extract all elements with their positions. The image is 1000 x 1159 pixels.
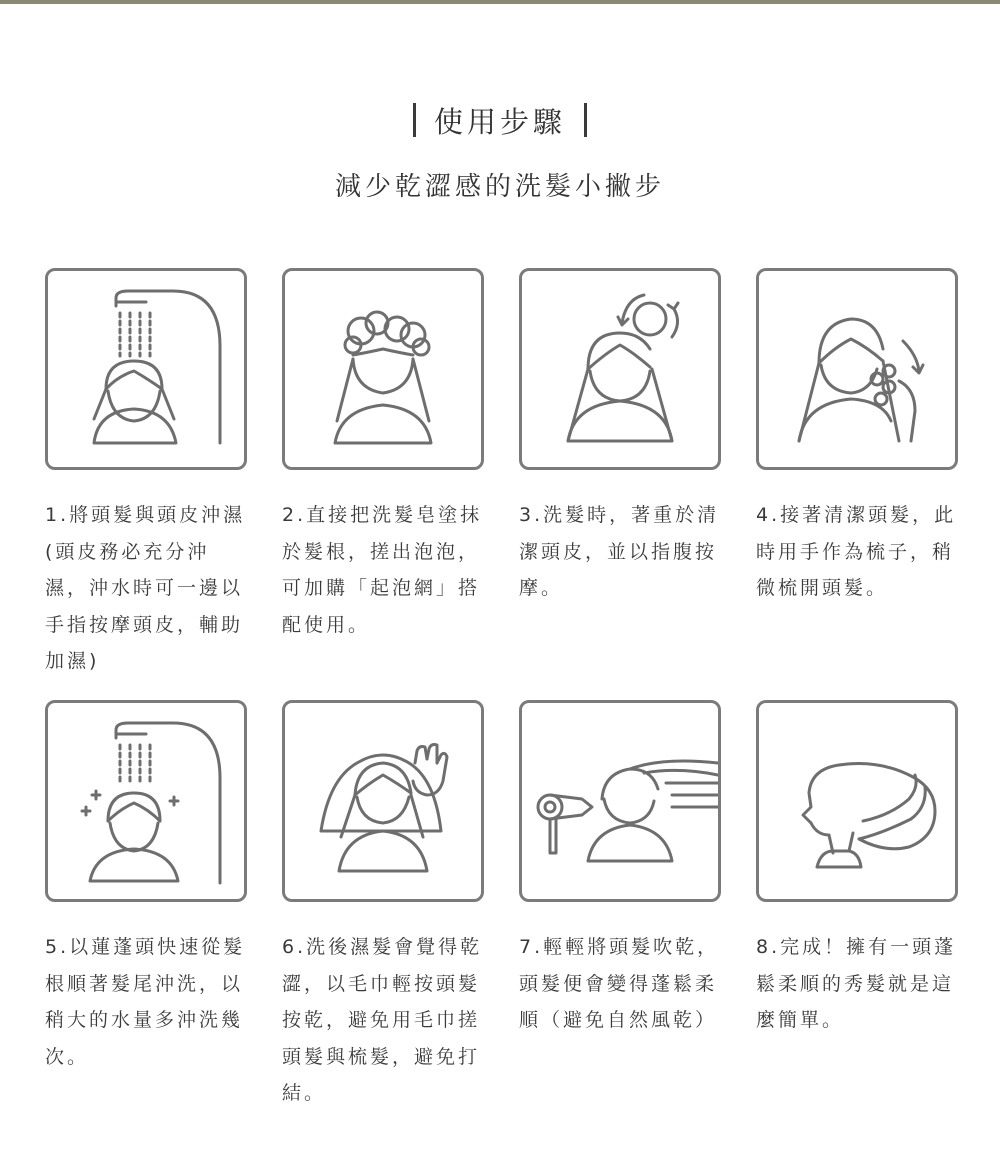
step-4-illustration bbox=[756, 268, 958, 470]
finger-comb-icon bbox=[759, 271, 955, 467]
step-8-illustration bbox=[756, 700, 958, 902]
step-3-text: 3.洗髮時，著重於清潔頭皮，並以指腹按摩。 bbox=[519, 504, 720, 599]
title-right-bar bbox=[584, 103, 587, 137]
step-1-illustration bbox=[45, 268, 247, 470]
top-decorative-strip bbox=[0, 0, 1000, 4]
page-subtitle: 減少乾澀感的洗髮小撇步 bbox=[334, 172, 665, 202]
step-2-illustration bbox=[282, 268, 484, 470]
step-2-text: 2.直接把洗髮皂塗抹於髮根，搓出泡泡，可加購「起泡網」搭配使用。 bbox=[282, 504, 483, 636]
step-8-text: 8.完成！擁有一頭蓬鬆柔順的秀髮就是這麼簡單。 bbox=[756, 936, 957, 1031]
hair-dryer-icon bbox=[522, 703, 718, 899]
step-6-text: 6.洗後濕髮會覺得乾澀，以毛巾輕按頭髮按乾，避免用毛巾搓頭髮與梳髮，避免打結。 bbox=[282, 936, 483, 1104]
flowing-hair-icon bbox=[759, 703, 955, 899]
step-7-illustration bbox=[519, 700, 721, 902]
towel-dry-icon bbox=[285, 703, 481, 899]
step-6-illustration bbox=[282, 700, 484, 902]
title-row bbox=[0, 96, 1000, 144]
step-1-text: 1.將頭髮與頭皮沖濕(頭皮務必充分沖濕，沖水時可一邊以手指按摩頭皮，輔助加濕) bbox=[45, 504, 246, 672]
page-title: 使用步驟 bbox=[433, 104, 566, 139]
step-4-text: 4.接著清潔頭髮，此時用手作為梳子，稍微梳開頭髮。 bbox=[756, 504, 957, 599]
rinse-shower-icon bbox=[48, 703, 244, 899]
step-7-text: 7.輕輕將頭髮吹乾，頭髮便會變得蓬鬆柔順（避免自然風乾） bbox=[519, 936, 720, 1031]
step-5-text: 5.以蓮蓬頭快速從髮根順著髮尾沖洗，以稍大的水量多沖洗幾次。 bbox=[45, 936, 246, 1068]
title-left-bar bbox=[413, 103, 416, 137]
scalp-massage-icon bbox=[522, 271, 718, 467]
step-3-illustration bbox=[519, 268, 721, 470]
foam-bubbles-icon bbox=[285, 271, 481, 467]
step-5-illustration bbox=[45, 700, 247, 902]
page-header bbox=[0, 96, 1000, 203]
shower-icon bbox=[48, 271, 244, 467]
